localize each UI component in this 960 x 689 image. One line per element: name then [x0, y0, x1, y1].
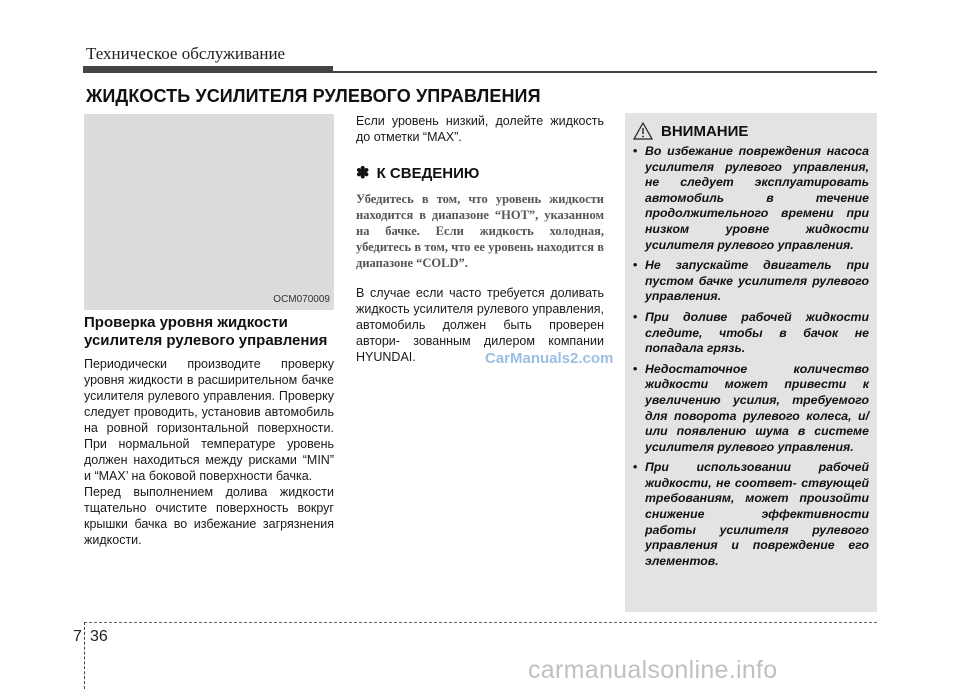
- warning-list: [633, 144, 869, 574]
- footer-rule: [84, 622, 877, 623]
- watermark: CarManuals2.com: [485, 350, 614, 367]
- middle-paragraph-1: Если уровень низкий, долейте жидкость до отметки “MAX”.: [356, 114, 604, 144]
- warning-item: • Во избежание повреждения насоса усилителя рулевого управления, не следует эксплуатировать автомобиль в течение продолжительного времени при низком уровне жидкости усилителя рулевого управления.: [633, 144, 869, 253]
- figure-image: [84, 114, 334, 310]
- footer-divider: [84, 622, 86, 689]
- star-icon: ✽: [356, 165, 370, 182]
- middle-column: [356, 113, 604, 365]
- page-number: 36: [90, 628, 108, 645]
- header-bar: [83, 66, 333, 73]
- left-paragraph-2: Перед выполнением долива жидкости тщательно очистите поверхность вокруг крышки бачка во избежание загрязнения жидкости.: [84, 485, 334, 547]
- chapter-header-title: Техническое обслуживание: [86, 44, 286, 63]
- chapter-number: 7: [73, 628, 82, 645]
- left-paragraph-1: Периодически производите проверку уровня жидкости в расширительном бачке усилителя рулевого управления. Проверку следует проводить, установив автомобиль на ровной горизонтальной поверхности. При нормальной температуре уровень должен находиться между рисками “MIN” и “MAX’ на боковой поверхности бачка.: [84, 357, 334, 483]
- warning-item: • При использовании рабочей жидкости, не соответ- ствующей требованиям, может произойти снижение эффективности работы усилителя рулевого управления и повреждение его элементов.: [633, 460, 869, 569]
- middle-paragraph-2: В случае если часто требуется доливать жидкость усилителя рулевого управления, автомобиль должен быть проверен автори- зованным дилером компании HYUNDAI.: [356, 286, 604, 364]
- site-watermark: carmanualsonline.info: [528, 656, 778, 684]
- section-title: ЖИДКОСТЬ УСИЛИТЕЛЯ РУЛЕВОГО УПРАВЛЕНИЯ: [86, 86, 541, 106]
- figure-caption: OCM070009: [273, 294, 330, 305]
- warning-item: • Недостаточное количество жидкости может привести к увеличению усилия, требуемого для поворота рулевого колеса, и/или появлению шума в системе усилителя рулевого управления.: [633, 362, 869, 456]
- warning-item: • Не запускайте двигатель при пустом бачке усилителя рулевого управления.: [633, 258, 869, 305]
- warning-header: [633, 121, 748, 141]
- subsection-heading: Проверка уровня жидкости усилителя рулевого управления: [84, 314, 328, 349]
- info-heading-label: К СВЕДЕНИЮ: [376, 165, 480, 182]
- info-heading: [356, 163, 604, 183]
- warning-box: [625, 113, 877, 612]
- warning-item: • При доливе рабочей жидкости следите, чтобы в бачок не попадала грязь.: [633, 310, 869, 357]
- header-rule: [333, 71, 877, 73]
- warning-title: ВНИМАНИЕ: [661, 122, 749, 140]
- info-text: Убедитесь в том, что уровень жидкости находится в диапазоне “HOT”, указанном на бачке. Если жидкость холодная, убедитесь в том, что ее уровень находится в диапазоне “COLD”.: [356, 192, 604, 270]
- left-column: [84, 314, 334, 548]
- warning-triangle-icon: [633, 122, 653, 140]
